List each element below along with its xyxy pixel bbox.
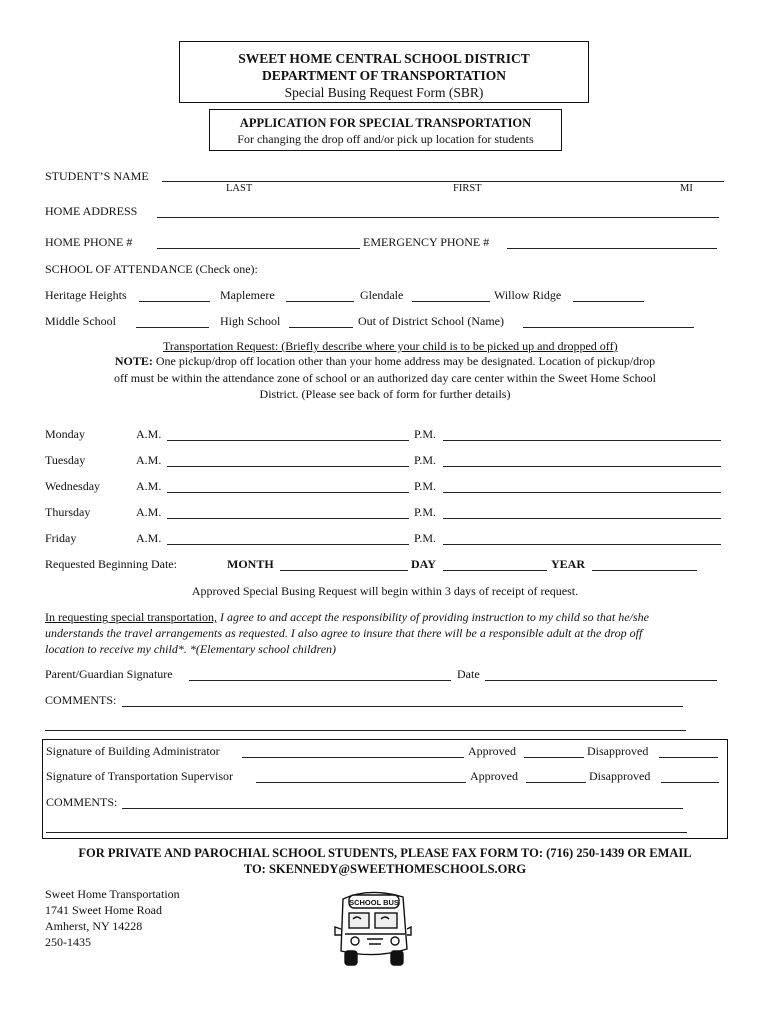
building-disapproved-label: Disapproved [587, 744, 649, 758]
school-middle-label: Middle School [45, 314, 116, 328]
pm-field[interactable] [443, 518, 721, 519]
parent-signature-field[interactable] [189, 680, 451, 681]
district-title: SWEET HOME CENTRAL SCHOOL DISTRICT [238, 51, 530, 66]
transport-supervisor-label: Signature of Transportation Supervisor [46, 769, 233, 783]
first-name-caption: FIRST [453, 183, 482, 194]
day-label: Monday [45, 427, 85, 441]
school-high-label: High School [220, 314, 281, 328]
fax-notice-line2: TO: SKENNEDY@SWEETHOMESCHOOLS.ORG [243, 862, 527, 876]
school-bus-icon [325, 889, 413, 969]
school-heritage-label: Heritage Heights [45, 288, 127, 302]
building-approved-field[interactable] [524, 757, 584, 758]
home-phone-field[interactable] [157, 248, 360, 249]
application-subtitle: For changing the drop off and/or pick up location for students [237, 132, 534, 146]
am-field[interactable] [167, 440, 409, 441]
application-header-box [209, 109, 562, 151]
pm-label: P.M. [414, 427, 437, 441]
address-line3: Amherst, NY 14228 [45, 919, 143, 933]
parent-signature-label: Parent/Guardian Signature [45, 667, 173, 681]
transport-disapproved-label: Disapproved [589, 769, 651, 783]
school-maplemere-label: Maplemere [220, 288, 275, 302]
admin-comments-field-line2[interactable] [46, 832, 687, 833]
transport-disapproved-field[interactable] [661, 782, 719, 783]
admin-comments-label: COMMENTS: [46, 795, 118, 809]
request-note-line3: District. (Please see back of form for further details) [259, 387, 511, 401]
pm-label: P.M. [414, 505, 437, 519]
am-field[interactable] [167, 544, 409, 545]
application-title: APPLICATION FOR SPECIAL TRANSPORTATION [239, 116, 532, 130]
home-address-label: HOME ADDRESS [45, 204, 138, 218]
transport-approved-label: Approved [470, 769, 518, 783]
pm-field[interactable] [443, 492, 721, 493]
day-field[interactable] [443, 570, 547, 571]
pm-field[interactable] [443, 544, 721, 545]
comments-field-line2[interactable] [45, 730, 686, 731]
am-field[interactable] [167, 518, 409, 519]
emergency-phone-field[interactable] [507, 248, 717, 249]
school-out-label: Out of District School (Name) [358, 314, 504, 328]
note-text: One pickup/drop off location other than your home address may be designated. Location of pickup/drop [152, 354, 656, 368]
fax-notice-line1: FOR PRIVATE AND PAROCHIAL SCHOOL STUDENTS, PLEASE FAX FORM TO: (716) 250-1439 OR EMAIL [78, 846, 692, 860]
home-phone-label: HOME PHONE # [45, 235, 133, 249]
comments-field[interactable] [122, 706, 683, 707]
begin-date-label: Requested Beginning Date: [45, 557, 177, 571]
date-label: Date [457, 667, 480, 681]
day-label: DAY [411, 557, 436, 571]
comments-label: COMMENTS: [45, 693, 117, 707]
home-address-field[interactable] [157, 217, 719, 218]
approved-note: Approved Special Busing Request will begin within 3 days of receipt of request. [191, 584, 579, 598]
am-label: A.M. [136, 479, 162, 493]
month-label: MONTH [227, 557, 274, 571]
school-heritage-check[interactable] [139, 301, 210, 302]
am-label: A.M. [136, 453, 162, 467]
school-willow-label: Willow Ridge [494, 288, 562, 302]
building-admin-label: Signature of Building Administrator [46, 744, 220, 758]
month-field[interactable] [280, 570, 408, 571]
student-name-field[interactable] [162, 181, 724, 182]
am-label: A.M. [136, 531, 162, 545]
school-glendale-check[interactable] [412, 301, 490, 302]
day-label: Thursday [45, 505, 91, 519]
school-high-check[interactable] [289, 327, 353, 328]
pm-label: P.M. [414, 453, 437, 467]
am-field[interactable] [167, 466, 409, 467]
bus-sign-text: SCHOOL BUS [349, 898, 399, 907]
pm-field[interactable] [443, 440, 721, 441]
request-note-line2: off must be within the attendance zone of school or an authorized day care center within the Sweet Home School [114, 371, 656, 385]
am-field[interactable] [167, 492, 409, 493]
year-field[interactable] [592, 570, 697, 571]
pm-label: P.M. [414, 479, 437, 493]
note-bold: NOTE: [114, 354, 153, 368]
day-label: Friday [45, 531, 77, 545]
am-label: A.M. [136, 427, 162, 441]
middle-initial-caption: MI [680, 183, 693, 194]
date-field[interactable] [485, 680, 717, 681]
school-willow-check[interactable] [573, 301, 644, 302]
transport-address [45, 886, 180, 950]
school-out-field[interactable] [523, 327, 694, 328]
agreement-line3: location to receive my child*. *(Elementary school children) [45, 642, 337, 656]
address-line2: 1741 Sweet Home Road [45, 903, 162, 917]
building-admin-signature-field[interactable] [242, 757, 464, 758]
building-disapproved-field[interactable] [659, 757, 718, 758]
form-header-box [179, 41, 589, 103]
transport-request-title: Transportation Request: (Briefly describe where your child is to be picked up and dropped off) [163, 339, 618, 353]
agreement-line2: understands the travel arrangements as requested. I also agree to insure that there will be a responsible adult at the drop off [45, 626, 643, 640]
last-name-caption: LAST [226, 183, 253, 194]
student-name-label: STUDENT’S NAME [45, 169, 149, 183]
pm-label: P.M. [414, 531, 437, 545]
form-title: Special Busing Request Form (SBR) [284, 85, 484, 100]
school-glendale-label: Glendale [360, 288, 404, 302]
year-label: YEAR [551, 557, 586, 571]
school-attendance-label: SCHOOL OF ATTENDANCE (Check one): [45, 262, 258, 276]
day-label: Tuesday [45, 453, 86, 467]
pm-field[interactable] [443, 466, 721, 467]
am-label: A.M. [136, 505, 162, 519]
building-approved-label: Approved [468, 744, 516, 758]
school-maplemere-check[interactable] [286, 301, 354, 302]
school-middle-check[interactable] [136, 327, 209, 328]
address-line1: Sweet Home Transportation [45, 887, 180, 901]
admin-comments-field[interactable] [122, 808, 683, 809]
address-line4: 250-1435 [45, 935, 91, 949]
agreement-paragraph [45, 609, 725, 657]
transport-approved-field[interactable] [526, 782, 586, 783]
agreement-line1: I agree to and accept the responsibility of providing instruction to my child so that he/she [216, 610, 649, 624]
request-note [45, 354, 725, 369]
emergency-phone-label: EMERGENCY PHONE # [363, 235, 490, 249]
day-label: Wednesday [45, 479, 101, 493]
transport-supervisor-signature-field[interactable] [256, 782, 466, 783]
agreement-underlined: In requesting special transportation, [45, 610, 217, 624]
department-title: DEPARTMENT OF TRANSPORTATION [261, 68, 507, 83]
